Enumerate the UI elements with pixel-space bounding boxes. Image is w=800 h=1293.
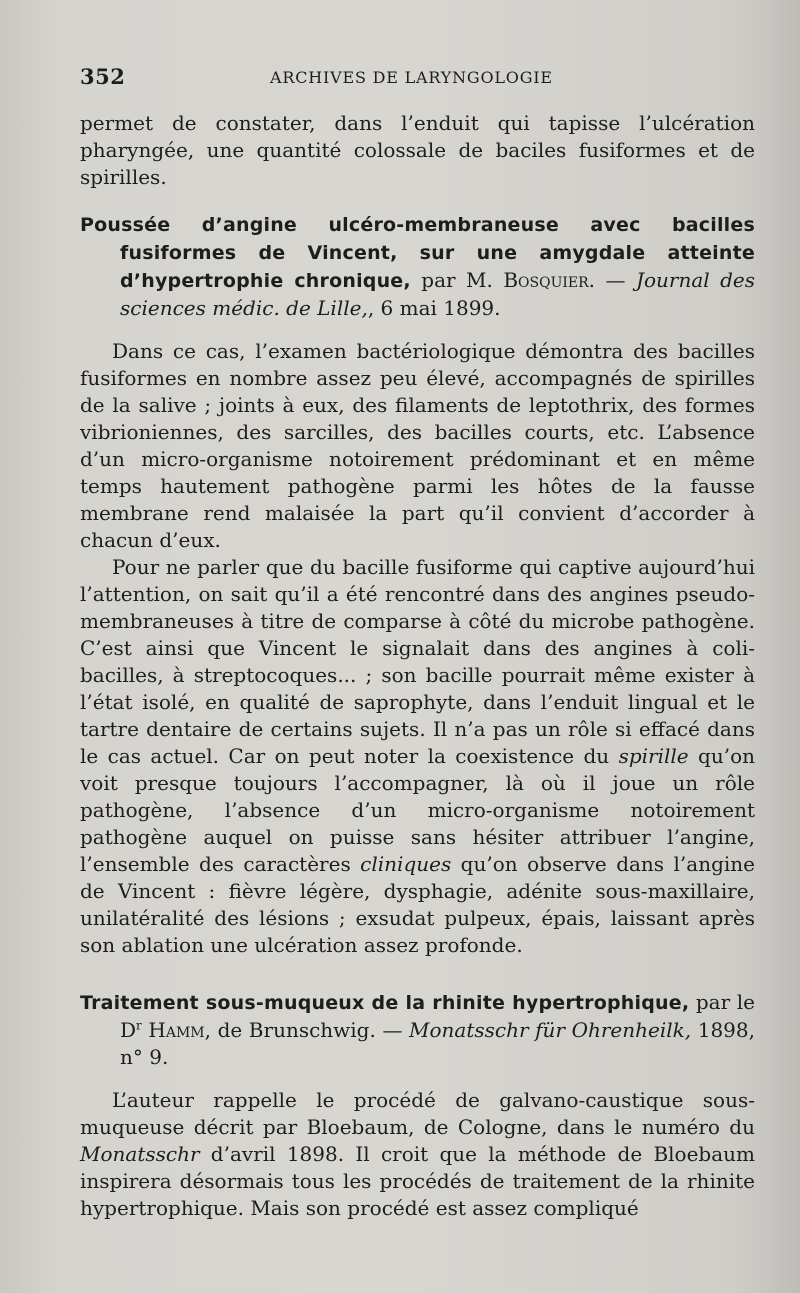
reference-title: Poussée d’angine ulcéro-membraneuse avec bacilles fusiformes de Vincent, sur une amygdale atteinte d’hypertrophie chronique, [80,214,755,292]
italic-term: cliniques [360,852,452,876]
reference-author: Hamm [141,1018,205,1042]
reference-date: , 6 mai 1899. [367,296,501,320]
reference-place: , de Brunschwig. — [204,1018,410,1042]
page-header [80,64,760,94]
paragraph-fusiform-bacillus [80,554,755,959]
text-segment: d’avril 1898. Il croit que la méthode de Bloebaum inspirera désormais tous les procédés de traitement de la rhinite hypertrophique. Mais son procédé est assez compliqué [80,1142,755,1220]
reference-by: par le D [120,990,755,1042]
reference-author: Bosquier [503,268,589,292]
reference-title: Traitement sous-muqueux de la rhinite hypertrophique, [80,992,690,1014]
reference-journal: Journal des sciences médic. de Lille, [120,268,756,320]
reference-dash: . — [588,268,636,292]
italic-term: spirille [618,744,689,768]
reference-journal: Monatsschr für Ohrenheilk, [409,1018,692,1042]
reference-date: 1898, n° 9. [120,1018,755,1069]
reference-title-superscript: r [136,1018,142,1033]
text-segment: Pour ne parler que du bacille fusiforme qui captive aujourd’hui l’attention, on sait qu’il a été rencontré dans des angines pseudo-membraneuses à titre de comparse à côté du microbe pathogène. C’est ainsi que Vincent le signalait dans des angines à coli-bacilles, à streptocoques... ; son bacille pourrait même exister à l’état isolé, en qualité de saprophyte, dans l’enduit lingual et le tartre dentaire de certains sujets. Il n’a pas un rôle si effacé dans le cas actuel. Car on peut noter la coexistence du [80,555,755,768]
paragraph-galvanocaustic [80,1087,755,1222]
italic-journal: Monatsschr [80,1142,200,1166]
reference-by: par M. [410,268,504,292]
page-body [80,110,755,1222]
page-number: 352 [80,64,126,89]
reference-entry-1 [80,211,755,322]
paragraph-continuation: permet de constater, dans l’enduit qui tapisse l’ulcération pharyngée, une quantité colossale de baciles fusiformes et de spirilles. [80,111,755,189]
running-title: ARCHIVES DE LARYNGOLOGIE [270,68,553,87]
text-segment: qu’on voit presque toujours l’accompagner, là où il joue un rôle pathogène, l’absence d’un micro-organisme notoirement pathogène auquel on puisse sans hésiter attribuer l’angine, l’ensemble des caractères [80,744,755,876]
paragraph-bacteriology: Dans ce cas, l’examen bactériologique démontra des bacilles fusiformes en nombre assez peu élevé, accompagnés de spirilles de la salive ; joints à eux, des filaments de leptothrix, des formes vibrioniennes, des sarcilles, des bacilles courts, etc. L’absence d’un micro-organisme notoirement prédominant et en même temps hautement pathogène parmi les hôtes de la fausse membrane rend malaisée la part qu’il convient d’accorder à chacun d’eux. [80,339,755,552]
reference-entry-2 [80,989,755,1071]
text-segment: qu’on observe dans l’angine de Vincent : fièvre légère, dysphagie, adénite sous-maxillaire, unilatéralité des lésions ; exsudat pulpeux, épais, laissant après son ablation une ulcération assez profonde. [80,852,755,957]
text-segment: L’auteur rappelle le procédé de galvano-caustique sous-muqueuse décrit par Bloebaum, de Cologne, dans le numéro du [80,1088,755,1139]
